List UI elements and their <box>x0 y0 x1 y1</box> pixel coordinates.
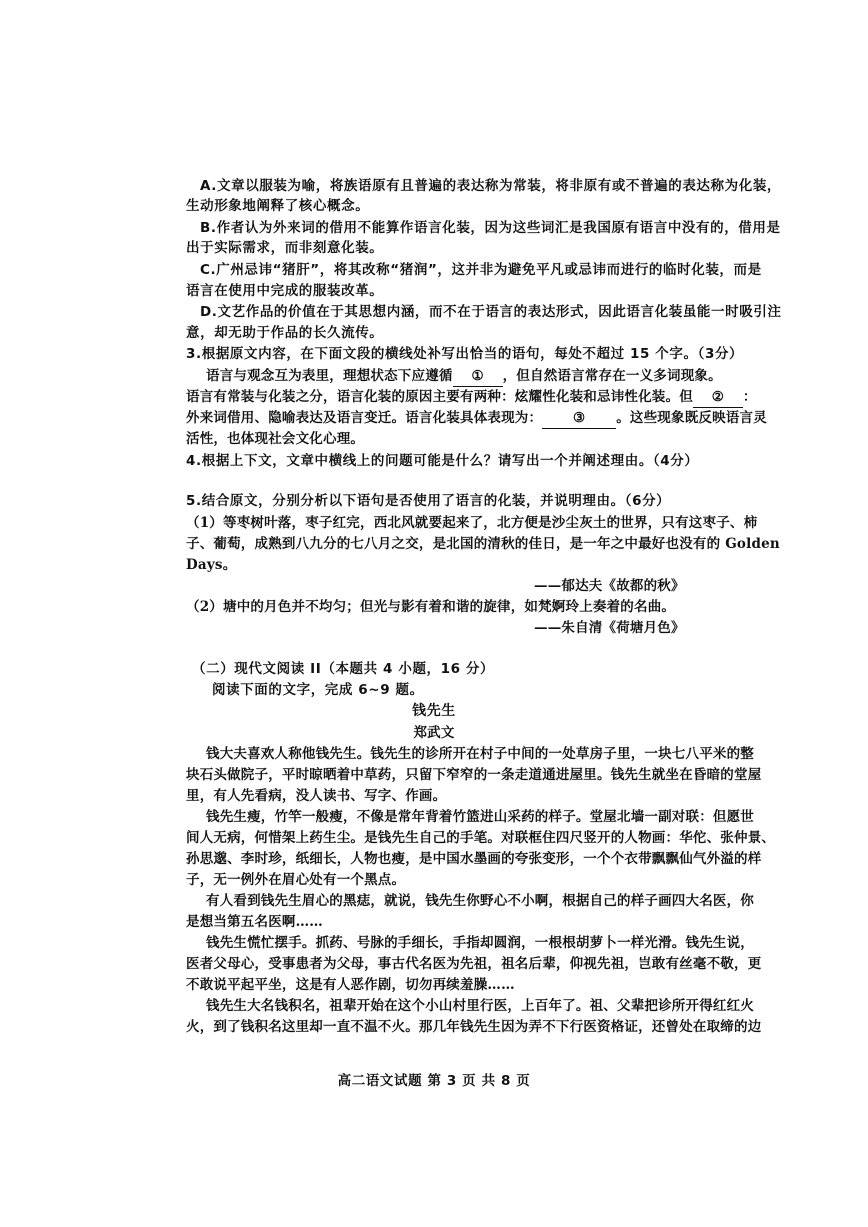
question-5-stem: 5.结合原文，分别分析以下语句是否使用了语言的化装，并说明理由。（6分） <box>186 493 671 509</box>
passage-line: 子，无一例外在眉心处有一个黑点。 <box>186 872 406 888</box>
q5-sentence-2-line1: （2）塘中的月色并不均匀；但光与影有着和谐的旋律，如梵婀玲上奏着的名曲。 <box>186 599 676 615</box>
q5-sentence-1-line1: （1）等枣树叶落，枣子红完，西北风就要起来了，北方便是沙尘灰土的世界，只有这枣子、柿 <box>186 515 758 531</box>
q3-text: ： <box>742 389 757 405</box>
answer-blank-1: ① <box>453 366 503 387</box>
q3-text: 外来词借用、隐喻表达及语言变迁。语言化装具体表现为： <box>186 410 543 426</box>
answer-blank-3: ③ <box>542 408 616 429</box>
q5-sentence-2-source: ——朱自清《荷塘月色》 <box>534 620 685 636</box>
question-4-stem: 4.根据上下文，文章中横线上的问题可能是什么？请写出一个并阐述理由。（4分） <box>186 453 699 469</box>
q3-text: 。这些现象既反映语言灵 <box>616 410 767 426</box>
passage-line: 里，有人先看病，没人读书、写字、作画。 <box>186 788 447 804</box>
option-d-line2: 意，却无助于作品的长久流传。 <box>186 325 384 341</box>
passage-line: 钱先生慌忙摆手。抓药、号脉的手细长，手指却圆润，一根根胡萝卜一样光滑。钱先生说， <box>206 935 754 951</box>
passage-line: 医者父母心，受事患者为父母，事古代名医为先祖，祖名后辈，仰视先祖，岂敢有丝毫不敬，更 <box>186 956 762 972</box>
option-b-line1: B.作者认为外来词的借用不能算作语言化装，因为这些词汇是我国原有语言中没有的，借用是 <box>200 220 781 236</box>
passage-line: 钱先生大名钱积名，祖辈开始在这个小山村里行医，上百年了。祖、父辈把诊所开得红红火 <box>206 998 754 1014</box>
passage-line: 孙思邈、李时珍，纸细长，人物也瘦，是中国水墨画的夸张变形，一个个衣带飘飘仙气外溢的样 <box>186 851 762 867</box>
passage-title: 钱先生 <box>412 703 456 719</box>
option-a-line2: 生动形象地阐释了核心概念。 <box>186 198 370 214</box>
question-3-text-line2 <box>186 387 757 408</box>
passage-line: 钱先生瘦，竹竿一般瘦，不像是常年背着竹篮进山采药的样子。堂屋北墙一副对联：但愿世 <box>206 809 754 825</box>
option-a-line1: A.文章以服装为喻，将族语原有且普遍的表达称为常装，将非原有或不普遍的表达称为化装， <box>200 178 782 194</box>
passage-line: 有人看到钱先生眉心的黑痣，就说，钱先生你野心不小啊，根据自己的样子画四大名医，你 <box>206 893 754 909</box>
question-3-stem: 3.根据原文内容，在下面文段的横线处补写出恰当的语句，每处不超过 15 个字。（3分） <box>186 346 744 362</box>
section-2-heading: （二）现代文阅读 II（本题共 4 小题，16 分） <box>192 661 495 677</box>
question-3-text-line4: 活性，也体现社会文化心理。 <box>186 431 365 447</box>
question-3-text-line1 <box>206 366 722 387</box>
section-2-instruction: 阅读下面的文字，完成 6~9 题。 <box>212 682 424 698</box>
passage-line: 间人无病，何惜架上药生尘。是钱先生自己的手笔。对联框住四尺竖开的人物画：华佗、张仲景、 <box>186 830 776 846</box>
answer-blank-2: ② <box>693 387 743 408</box>
q3-text: 语言有常装与化装之分，语言化装的原因主要有两种：炫耀性化装和忌讳性化装。但 <box>186 389 693 405</box>
passage-line: 是想当第五名医啊…… <box>186 914 323 930</box>
q3-text: 语言与观念互为表里，理想状态下应遵循 <box>206 368 453 384</box>
option-c-line2: 语言在使用中完成的服装改革。 <box>186 283 384 299</box>
question-3-text-line3 <box>186 408 767 429</box>
q5-sentence-1-line2: 子、葡萄，成熟到八九分的七八月之交，是北国的清秋的佳日，是一年之中最好也没有的 Golden <box>186 536 780 552</box>
page-footer: 高二语文试题 第 3 页 共 8 页 <box>337 1073 531 1089</box>
q3-text: ，但自然语言常存在一义多词现象。 <box>502 368 722 384</box>
passage-author: 郑武文 <box>413 725 455 741</box>
q5-sentence-1-line3: Days。 <box>186 557 237 573</box>
passage-line: 块石头做院子，平时晾晒着中草药，只留下窄窄的一条走道通进屋里。钱先生就坐在昏暗的堂屋 <box>186 767 762 783</box>
option-b-line2: 出于实际需求，而非刻意化装。 <box>186 240 384 256</box>
passage-line: 不敢说平起平坐，这是有人恶作剧，切勿再续羞臊…… <box>186 977 515 993</box>
q5-sentence-1-source: ——郁达夫《故都的秋》 <box>534 578 685 594</box>
passage-line: 火，到了钱积名这里却一直不温不火。那几年钱先生因为弄不下行医资格证，还曾处在取缔的边 <box>186 1019 762 1035</box>
option-c-line1: C.广州忌讳“猪肝”，将其改称“猪润”，这并非为避免平凡或忌讳而进行的临时化装，而是 <box>200 262 762 278</box>
passage-line: 钱大夫喜欢人称他钱先生。钱先生的诊所开在村子中间的一处草房子里，一块七八平米的整 <box>206 746 754 762</box>
option-d-line1: D.文艺作品的价值在于其思想内涵，而不在于语言的表达形式，因此语言化装虽能一时吸引注 <box>200 304 782 320</box>
